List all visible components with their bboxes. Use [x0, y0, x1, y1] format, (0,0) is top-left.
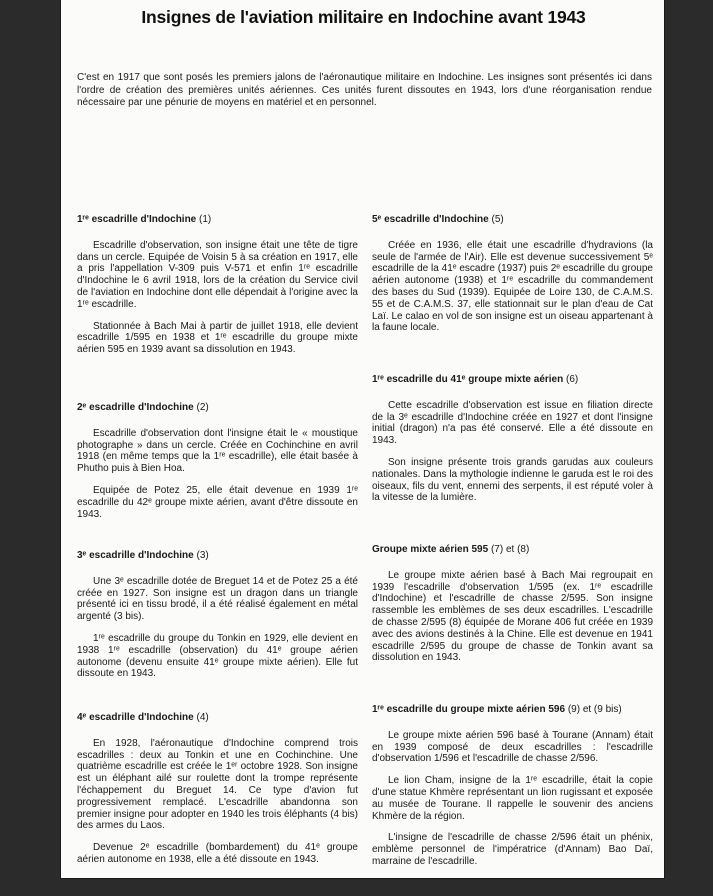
- section-paragraph: Stationnée à Bach Mai à partir de juillet 1918, elle devient escadrille 1/595 en 1938 et 1ʳᵉ escadrille du groupe mixte aérien 595 en 1939 avant sa dissolution en 1943.: [77, 320, 358, 356]
- section-paragraph: Escadrille d'observation dont l'insigne était le « moustique photographe » dans un cercle. Créée en Cochinchine en avril 1918 (en même temps que la 1ʳᵉ escadrille), elle était basée à Phutho puis à Bien Hoa.: [77, 427, 358, 475]
- document-page: [60, 0, 665, 879]
- section-heading: 1ʳᵉ escadrille du groupe mixte aérien 596 (9) et (9 bis): [372, 704, 622, 715]
- section-heading: 1ʳᵉ escadrille d'Indochine (1): [77, 214, 212, 225]
- section-paragraph: Devenue 2ᵉ escadrille (bombardement) du 41ᵉ groupe aérien autonome en 1938, elle a été dissoute en 1943.: [77, 842, 358, 865]
- section-groupe-595: [372, 544, 653, 674]
- section-paragraph: 1ʳᵉ escadrille du groupe du Tonkin en 1929, elle devient en 1938 1ʳᵉ escadrille (observation) du 41ᵉ groupe aérien autonome (devenu ensuite 41ᵉ groupe mixte aérien). Elle fut dissoute en 1943.: [77, 632, 358, 680]
- section-heading: Groupe mixte aérien 595 (7) et (8): [372, 544, 530, 555]
- section-heading: 5ᵉ escadrille d'Indochine (5): [372, 214, 504, 225]
- section-paragraph: Equipée de Potez 25, elle était devenue en 1939 1ʳᵉ escadrille du 42ᵉ groupe mixte aérien, avant d'être dissoute en 1943.: [77, 484, 358, 520]
- intro-paragraph: C'est en 1917 que sont posés les premiers jalons de l'aéronautique militaire en Indochine. Les insignes sont présentés ici dans l'ordre de création des premières unités aériennes. Ces unités furent dissoutes en 1943, lors d'une réorganisation rendue nécessaire par une pénurie de moyens en matériel et en personnel.: [77, 72, 652, 109]
- section-heading: 2ᵉ escadrille d'Indochine (2): [77, 402, 209, 413]
- section-paragraph: En 1928, l'aéronautique d'Indochine comprend trois escadrilles : deux au Tonkin et une en Cochinchine. Une quatrième escadrille est créée le 1ᵉʳ octobre 1928. Son insigne est un éléphant ailé sur roulette dont la trompe représente l'échappement du Breguet 14. Ce type d'avion fut progressivement remplacé. L'escadrille abandonna son premier insigne pour adopter en 1940 les trois éléphants (4 bis) des armes du Laos.: [77, 737, 358, 832]
- section-4e-escadrille: [77, 712, 358, 876]
- section-paragraph: L'insigne de l'escadrille de chasse 2/596 était un phénix, emblème personnel de l'impératrice (d'Annam) Bao Daï, marraine de l'escadrille.: [372, 832, 653, 867]
- section-paragraph: Une 3ᵉ escadrille dotée de Breguet 14 et de Potez 25 a été créée en 1927. Son insigne est un dragon dans un triangle présenté ici en tissu brodé, il a été réalisé également en métal argenté (3 bis).: [77, 575, 358, 623]
- section-paragraph: Créée en 1936, elle était une escadrille d'hydravions (la seule de l'armée de l'Air). Elle est devenue successivement 5ᵉ escadrille de la 41ᵉ escadre (1937) puis 2ᵉ escadrille du groupe aérien autonome (1938) et 1ʳᵉ escadrille du commandement des bases du Sud (1939). Equipée de Loire 130, de C.A.M.S. 55 et de C.A.M.S. 37, elle stationnait sur le plan d'eau de Cat Laï. Le calao en vol de son insigne est un oiseau appartenant à la faune locale.: [372, 239, 653, 334]
- section-paragraph: Le groupe mixte aérien basé à Bach Mai regroupait en 1939 l'escadrille d'observation 1/595 (ex. 1ʳᵉ escadrille d'Indochine) et l'escadrille de chasse 2/595. Son insigne rassemble les emblèmes de ses deux escadrilles. L'escadrille de chasse 2/595 (8) équipée de Morane 406 fut créée en 1939 avec des avions destinés à la Chine. Elle est devenue en 1941 escadrille 2/595 du groupe de chasse de Tonkin avant sa dissolution en 1943.: [372, 569, 653, 664]
- section-heading: 4ᵉ escadrille d'Indochine (4): [77, 712, 209, 723]
- section-41e-groupe: [372, 374, 653, 514]
- section-paragraph: Le groupe mixte aérien 596 basé à Tourane (Annam) était en 1939 composé de deux escadrilles : l'escadrille d'observation 1/596 et l'escadrille de chasse 2/596.: [372, 729, 653, 765]
- section-paragraph: Cette escadrille d'observation est issue en filiation directe de la 3ᵉ escadrille d'Indochine créée en 1927 et dont l'insigne initial (dragon) n'a pas été conservé. Elle a été dissoute en 1943.: [372, 399, 653, 447]
- section-heading: 1ʳᵉ escadrille du 41ᵉ groupe mixte aérien (6): [372, 374, 579, 385]
- section-5e-escadrille: [372, 214, 653, 344]
- section-3e-escadrille: [77, 550, 358, 690]
- page-title: Insignes de l'aviation militaire en Indochine avant 1943: [141, 7, 586, 27]
- section-paragraph: Son insigne présente trois grands garudas aux couleurs nationales. Dans la mythologie indienne le garuda est le roi des oiseaux, fils du vent, ennemi des serpents, il est réputé voler à la vitesse de la lumière.: [372, 456, 653, 504]
- section-groupe-596: [372, 704, 653, 878]
- section-paragraph: Le lion Cham, insigne de la 1ʳᵉ escadrille, était la copie d'une statue Khmère représentant un lion rugissant et exposée au musée de Tourane. Il rappelle le souvenir des anciens Khmère de la région.: [372, 775, 653, 822]
- section-heading: 3ᵉ escadrille d'Indochine (3): [77, 550, 209, 561]
- section-paragraph: Escadrille d'observation, son insigne était une tête de tigre dans un cercle. Equipée de Voisin 5 à sa création en 1917, elle a pris l'appellation V-309 puis V-571 et enfin 1ʳᵉ escadrille d'Indochine le 6 avril 1918, lors de la création du Service civil de l'aviation en Indochine dont elle dépendait à l'origine avec la 1ʳᵉ escadrille.: [77, 239, 358, 310]
- section-1re-escadrille: [77, 214, 358, 366]
- section-2e-escadrille: [77, 402, 358, 530]
